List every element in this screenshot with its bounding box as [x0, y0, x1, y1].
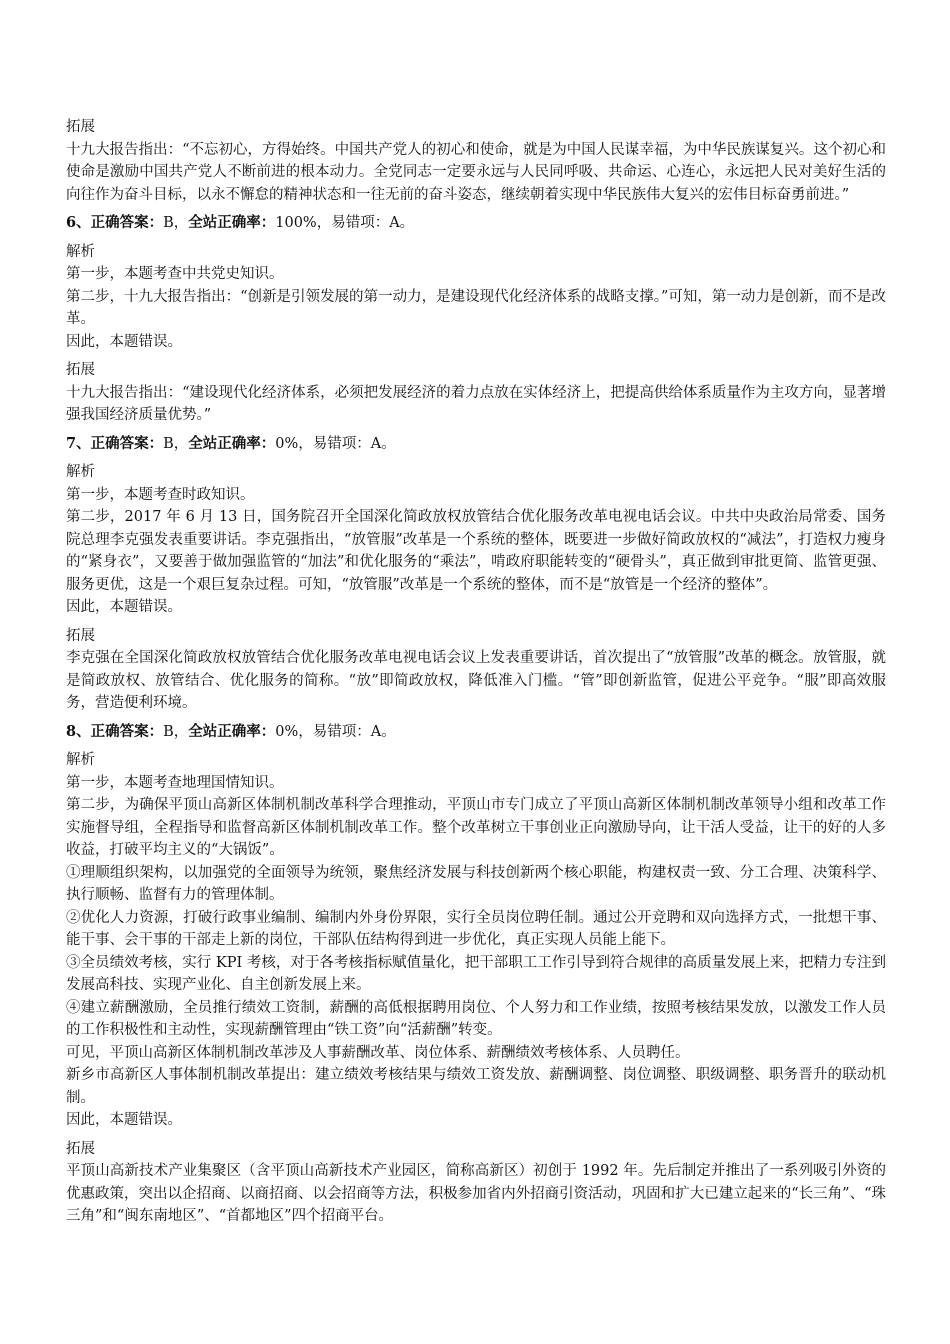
q6-number: 6、 — [66, 214, 91, 231]
q8-extension-text: 平顶山高新技术产业集聚区（含平顶山高新技术产业园区，简称高新区）初创于 1992 年。先后制定并推出了一系列吸引外资的优惠政策，突出以企招商、以商招商、以会招商等方法，积极参加省内外招商引资活动，巩固和扩大已建立起来的“长三角”、“珠三角”和“闽东南地区”、“首都地区”四个招商平台。 — [66, 1163, 886, 1224]
q8-number: 8、 — [66, 722, 91, 740]
q6-extension-text: 十九大报告指出：“建设现代化经济体系，必须把发展经济的着力点放在实体经济上，把提高供给体系质量作为主攻方向，显著增强我国经济质量优势。” — [66, 384, 886, 423]
q7-answer-value: B， — [163, 435, 189, 452]
q7-conclusion: 因此，本题错误。 — [66, 599, 182, 615]
q8-answer-value: B， — [163, 723, 189, 740]
q8-conclusion: 因此，本题错误。 — [66, 1112, 182, 1128]
q8-item3: ③全员绩效考核，实行 KPI 考核，对于各考核指标赋值量化，把干部职工工作引导到符合规律的高质量发展上来，把精力专注到发展高科技、实现产业化、自主创新发展上来。 — [66, 954, 886, 993]
q6-extension-label: 拓展 — [66, 362, 95, 378]
q6-answer-label: 正确答案： — [90, 214, 164, 231]
q8-rate-value: 0%，易错项：A。 — [275, 723, 396, 740]
q8-item4: ④建立薪酬激励，全员推行绩效工资制，薪酬的高低根据聘用岗位、个人努力和工作业绩，按照考核结果发放，以激发工作人员的工作积极性和主动性，实现薪酬管理由“铁工资”向“活薪酬”转变。 — [66, 999, 886, 1038]
q8-xinxiang: 新乡市高新区人事体制机制改革提出：建立绩效考核结果与绩效工资发放、薪酬调整、岗位调整、职级调整、职务晋升的联动机制。 — [66, 1067, 886, 1106]
q7-step1: 第一步，本题考查时政知识。 — [66, 486, 255, 503]
q6-conclusion: 因此，本题错误。 — [66, 333, 182, 350]
q7-rate-value: 0%，易错项：A。 — [275, 435, 396, 452]
q7-extension-label: 拓展 — [66, 627, 95, 644]
q8-extension-label: 拓展 — [66, 1140, 95, 1157]
q7-step2: 第二步，2017 年 6 月 13 日，国务院召开全国深化简政放权放管结合优化服务改革电视电话会议。中共中央政治局常委、国务院总理李克强发表重要讲话。李克强指出，“放管服”改革是一个系统的整体，既要进一步做好简政放权的“减法”，打造权力瘦身的“紧身衣”，又要善于做加强监管的“加法”和优化服务的“乘法”，啃政府职能转变的“硬骨头”，真正做到审批更简、监管更强、服务更优，这是一个艰巨复杂过程。可知，“放管服”改革是一个系统的整体，而不是“放管是一个经济的整体”。 — [66, 509, 886, 593]
q8-rate-label: 全站正确率： — [188, 722, 276, 740]
q8-analysis-label: 解析 — [66, 752, 95, 768]
q7-rate-label: 全站正确率： — [188, 434, 276, 452]
q6-answer-line — [66, 212, 886, 235]
q6-answer-value: B， — [163, 215, 189, 231]
q6-step1: 第一步，本题考查中共党史知识。 — [66, 266, 284, 282]
q7-analysis-label: 解析 — [66, 464, 95, 480]
q8-step1: 第一步，本题考查地理国情知识。 — [66, 774, 284, 791]
q7-answer-label: 正确答案： — [90, 434, 164, 452]
q7-answer-line — [66, 433, 886, 456]
q8-item1: ①理顺组织架构，以加强党的全面领导为统领，聚焦经济发展与科技创新两个核心职能，构建权责一致、分工合理、决策科学、执行顺畅、监督有力的管理体制。 — [66, 864, 886, 903]
q6-rate-label: 全站正确率： — [188, 214, 276, 231]
q7-extension-text: 李克强在全国深化简政放权放管结合优化服务改革电视电话会议上发表重要讲话，首次提出了“放管服”改革的概念。放管服，就是简政放权、放管结合、优化服务的简称。“放”即简政放权，降低准入门槛。“管”即创新监管，促进公平竞争。“服”即高效服务，营造便利环境。 — [66, 650, 886, 711]
q8-item2: ②优化人力资源，打破行政事业编制、编制内外身份界限，实行全员岗位聘任制。通过公开竞聘和双向选择方式，一批想干事、能干事、会干事的干部走上新的岗位，干部队伍结构得到进一步优化，真正实现人员能上能下。 — [66, 909, 886, 948]
q8-answer-label: 正确答案： — [90, 722, 164, 740]
q6-step2: 第二步，十九大报告指出：“创新是引领发展的第一动力，是建设现代化经济体系的战略支撑。”可知，第一动力是创新，而不是改革。 — [66, 288, 886, 327]
q5-extension-text: 十九大报告指出：“不忘初心，方得始终。中国共产党人的初心和使命，就是为中国人民谋幸福，为中华民族谋复兴。这个初心和使命是激励中国共产党人不断前进的根本动力。全党同志一定要永远与人民同呼吸、共命运、心连心，永远把人民对美好生活的向往作为奋斗目标，以永不懈怠的精神状态和一往无前的奋斗姿态，继续朝着实现中华民族伟大复兴的宏伟目标奋勇前进。” — [66, 141, 886, 203]
document-page — [66, 116, 886, 1228]
q6-rate-value: 100%，易错项：A。 — [275, 215, 415, 231]
q8-answer-line — [66, 721, 886, 744]
q8-step2: 第二步，为确保平顶山高新区体制机制改革科学合理推动，平顶山市专门成立了平顶山高新区体制机制改革领导小组和改革工作实施督导组，全程指导和监督高新区体制机制改革工作。整个改革树立干事创业正向激励导向，让干活人受益，让干的好的人多收益，打破平均主义的“大锅饭”。 — [66, 797, 886, 858]
q5-extension-label: 拓展 — [66, 119, 95, 135]
q8-summary: 可见，平顶山高新区体制机制改革涉及人事薪酬改革、岗位体系、薪酬绩效考核体系、人员聘任。 — [66, 1044, 690, 1061]
q6-analysis-label: 解析 — [66, 243, 95, 260]
q7-number: 7、 — [66, 434, 91, 452]
